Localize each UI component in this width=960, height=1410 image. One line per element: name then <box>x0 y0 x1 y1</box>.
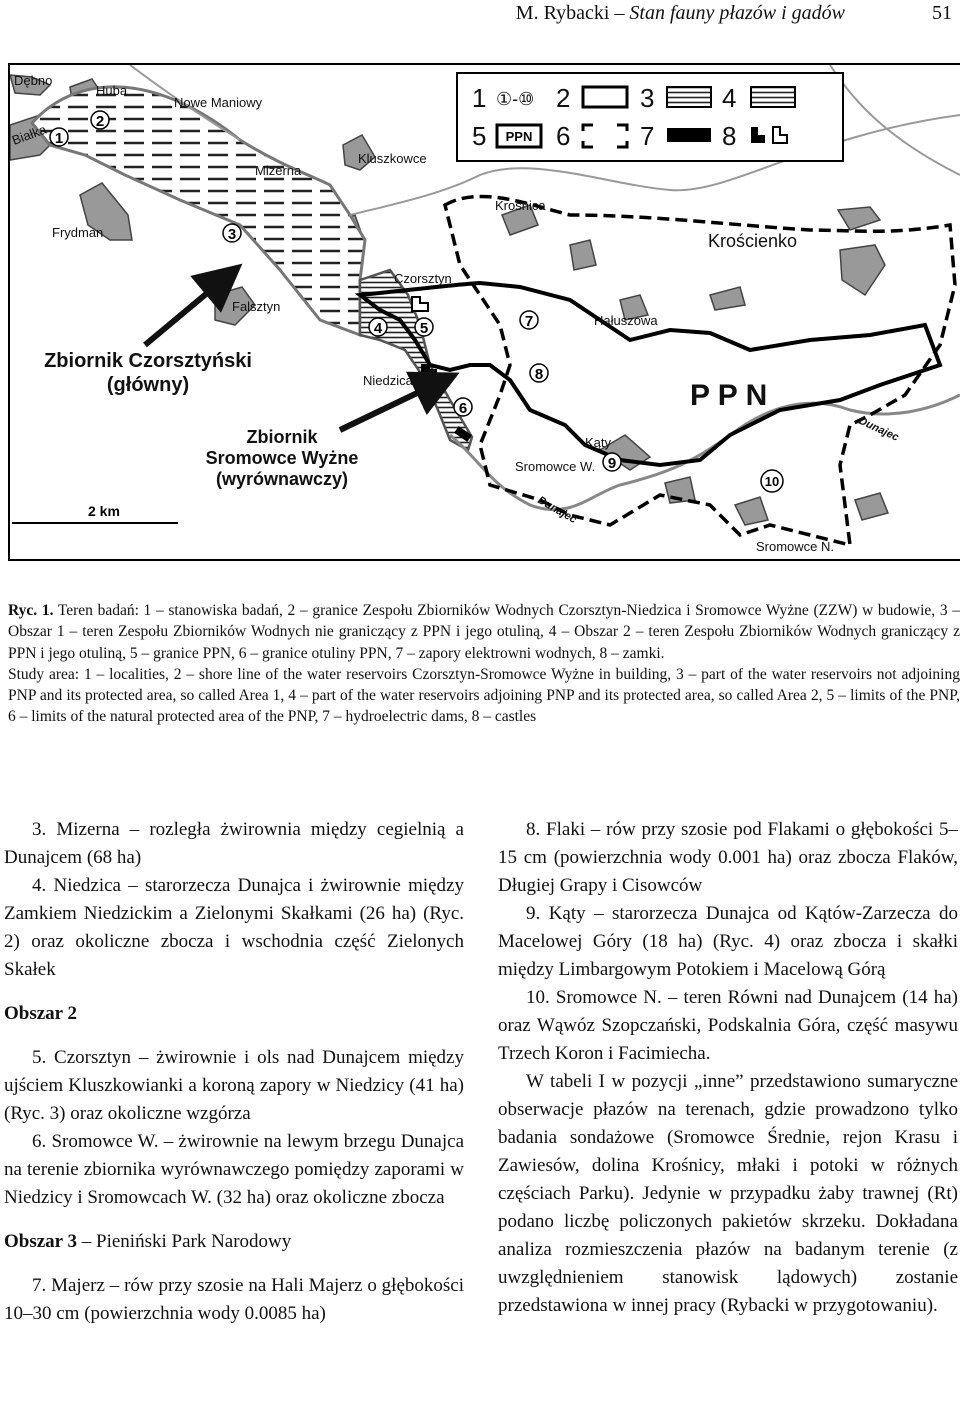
site-marker <box>415 318 433 337</box>
svg-text:9: 9 <box>607 455 617 472</box>
caption-english: Study area: 1 – localities, 2 – shore line of the water reservoirs Czorsztyn-Sromowce Wyżne in building, 3 – part of the water reservoirs not adjoining PNP and its protected area, so called Area 1, 4 – part of the water reservoirs adjoining PNP and its protected area, so called Area 2, 5 – limits of the PNP, 6 – limits of the natural protected area of the PNP, 7 – hydroelectric dams, 8 – castles <box>8 665 960 726</box>
legend-ppn-symbol: PPN <box>505 129 533 144</box>
label-glowny: (główny) <box>106 374 190 396</box>
svg-text:2: 2 <box>95 113 105 130</box>
site-4-paragraph: 4. Niedzica – starorzecza Dunajca i żwirownie między Zamkiem Niedzickim a Zielonymi Skałkami (26 ha) (Ryc. 2) oraz okoliczne zbocza i wschodnia część Zielonych Skałek <box>4 875 464 980</box>
scale-bar-label: 2 km <box>88 503 120 519</box>
legend-num-5: 5 <box>472 121 487 151</box>
svg-text:1: 1 <box>54 130 64 147</box>
river-label-dunajec-1: Dunajec <box>535 494 579 526</box>
area-2-heading: Obszar 2 <box>4 1003 78 1024</box>
site-7-paragraph: 7. Majerz – rów przy szosie na Hali Majerz o głębokości 10–30 cm (powierzchnia wody 0.0085 ha) <box>4 1275 464 1324</box>
area-3-heading <box>4 1228 464 1256</box>
site-marker <box>50 128 68 147</box>
map-legend <box>457 73 843 161</box>
study-area-map <box>8 63 960 561</box>
legend-num-4: 4 <box>722 83 737 113</box>
site-marker <box>223 224 241 243</box>
site-marker <box>603 453 621 472</box>
site-3-paragraph: 3. Mizerna – rozległa żwirownia między cegielnią a Dunajcem (68 ha) <box>4 819 464 868</box>
table-note-paragraph: W tabeli I w pozycji „inne” przedstawiono sumaryczne obserwacje płazów na terenach, gdzie prowadzono tylko badania sondażowe (Sromowce Średnie, rejon Krasu i Zawiesów, dolina Krośnicy, młaki i potoki w różnych częściach Parku). Jedynie w przypadku żaby trawnej (Rt) podano liczbę policzonych pakietów skrzeku. Dokładana analiza rozmieszczenia płazów na badanym terenie (z uwzględnieniem stanowisk lądowych) zostanie przedstawiona w innej pracy (Rybacki w przygotowaniu). <box>498 1071 958 1316</box>
figure-caption <box>8 600 960 728</box>
place-huba: Huba <box>96 83 128 98</box>
label-zbiornik-czorsztynski: Zbiornik Czorsztyński <box>44 350 252 372</box>
header-author: M. Rybacki <box>515 2 610 24</box>
svg-text:8: 8 <box>534 366 544 383</box>
site-marker <box>91 111 109 130</box>
place-kroscica: Krośnica <box>495 198 546 213</box>
svg-text:3: 3 <box>227 226 237 243</box>
header-dash: – <box>614 2 625 24</box>
place-sromowce-n: Sromowce N. <box>756 539 835 554</box>
area-3-title: Obszar 3 <box>4 1231 78 1252</box>
place-nowe-maniowy: Nowe Maniowy <box>174 95 263 110</box>
svg-text:10: 10 <box>764 474 780 489</box>
header-article-title: Stan fauny płazów i gadów <box>629 2 845 24</box>
arrow-main-reservoir <box>145 279 224 345</box>
place-frydman: Frydman <box>52 225 104 240</box>
site-marker <box>369 318 387 337</box>
text-column-right <box>498 816 958 1320</box>
place-sromowce-w: Sromowce W. <box>515 459 596 474</box>
site-marker <box>530 364 548 383</box>
svg-text:7: 7 <box>524 313 534 330</box>
area-3-subtitle: – Pieniński Park Narodowy <box>77 1231 292 1252</box>
site-10-paragraph: 10. Sromowce N. – teren Równi nad Dunajcem (14 ha) oraz Wąwóz Szopczański, Podskalnia Góra, część masywu Trzech Koron i Facimiecha. <box>498 987 958 1064</box>
site-marker <box>454 398 472 417</box>
label-zbiornik: Zbiornik <box>246 427 318 447</box>
place-czorsztyn: Czorsztyn <box>394 271 452 286</box>
legend-num-7: 7 <box>640 121 655 151</box>
place-haluszowa: Hałuszowa <box>594 313 658 328</box>
site-marker <box>761 470 783 492</box>
legend-num-8: 8 <box>722 121 737 151</box>
legend-num-6: 6 <box>556 121 571 151</box>
caption-label: Ryc. 1. <box>8 602 54 619</box>
legend-num-1: 1 <box>472 83 487 113</box>
map-graphic <box>10 65 960 559</box>
ppn-boundary <box>360 283 940 465</box>
site-5-paragraph: 5. Czorsztyn – żwirownie i ols nad Dunajcem między ujściem Kluszkowianki a koroną zapory w Niedzicy (41 ha) (Ryc. 3) oraz okoliczne wzgórza <box>4 1047 464 1124</box>
place-debno: Dębno <box>14 73 53 88</box>
place-bialka: Białka <box>10 121 49 148</box>
label-sromowce-wyzne: Sromowce Wyżne <box>205 448 359 468</box>
svg-text:5: 5 <box>419 320 429 337</box>
caption-polish: Teren badań: 1 – stanowiska badań, 2 – granice Zespołu Zbiorników Wodnych Czorsztyn-Niedzica i Sromowce Wyżne (ZZW) w budowie, 3 – Obszar 1 – teren Zespołu Zbiorników Wodnych nie graniczący z PPN i jego otuliną, 4 – Obszar 2 – teren Zespołu Zbiorników Wodnych graniczący z PPN i jego otuliną, 5 – granice PPN, 6 – granice otuliny PPN, 7 – zapory elektrowni wodnych, 8 – zamki. <box>8 602 960 662</box>
label-wyrownawczy: (wyrównawczy) <box>215 469 349 489</box>
site-6-paragraph: 6. Sromowce W. – żwirownie na lewym brzegu Dunajca na terenie zbiornika wyrównawczego pomiędzy zaporami w Niedzicy i Sromowcach W. (32 ha) oraz okoliczne zbocza <box>4 1131 464 1208</box>
place-kluszkowce: Kluszkowce <box>358 151 427 166</box>
river-label-dunajec-2: Dunajec <box>856 414 901 444</box>
reservoir-labels <box>44 350 358 489</box>
place-katy: Kąty <box>585 435 612 450</box>
place-kroscienko: Krościenko <box>708 231 798 251</box>
legend-site-range: ①-⑩ <box>496 89 535 109</box>
site-9-paragraph: 9. Kąty – starorzecza Dunajca od Kątów-Zarzecza do Macelowej Góry (18 ha) (Ryc. 4) oraz zbocza i skałki między Limbargowym Potokiem i Macelową Górą <box>498 903 958 980</box>
place-niedzica: Niedzica <box>363 373 413 388</box>
legend-num-3: 3 <box>640 83 655 113</box>
legend-num-2: 2 <box>556 83 571 113</box>
svg-text:6: 6 <box>458 400 468 417</box>
place-falsztyn: Falsztyn <box>232 299 281 314</box>
running-header <box>0 0 960 30</box>
place-mizerna: Mizerna <box>255 163 302 178</box>
ppn-label: P P N <box>690 379 768 412</box>
header-title <box>516 2 845 25</box>
site-marker <box>520 311 538 330</box>
page-number: 51 <box>932 2 952 24</box>
site-8-paragraph: 8. Flaki – rów przy szosie pod Flakami o głębokości 5–15 cm (powierzchnia wody 0.001 ha) oraz zbocza Flaków, Długiej Grapy i Cisowców <box>498 819 958 896</box>
svg-text:4: 4 <box>373 320 383 337</box>
text-column-left <box>4 816 464 1328</box>
dunajec-river <box>450 395 960 510</box>
arrow-equalizing-reservoir <box>340 383 438 430</box>
